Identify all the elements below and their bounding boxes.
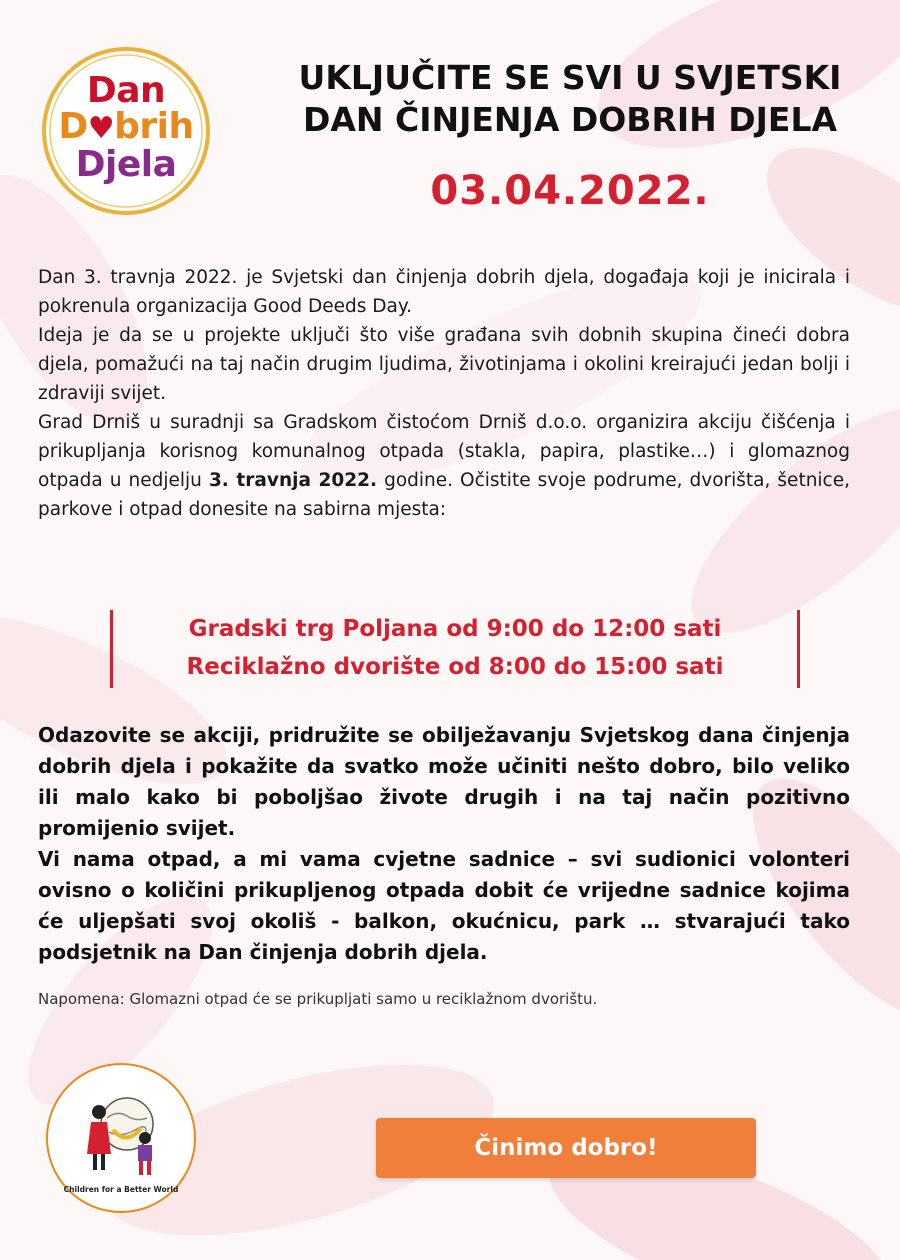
logo-line-dobrih xyxy=(40,106,212,147)
headline-line-2: DAN ČINJENJA DOBRIH DJELA xyxy=(302,100,838,139)
logo-brih: brih xyxy=(114,106,194,147)
call-to-action-text xyxy=(38,720,850,968)
partner-logo-text: Children for a Better World xyxy=(63,1185,179,1194)
intro-p3-date: 3. travnja 2022. xyxy=(208,470,378,491)
intro-p3-part1: Grad Drniš u suradnji sa Gradskom čistoćom Drniš d.o.o. organizira akciju čišćenja i prikupljanja korisnog komunalnog otpada (stakla, papira, plastike…) i glomaznog otpada u nedjelju xyxy=(38,412,850,491)
call-paragraph-2: Vi nama otpad, a mi vama cvjetne sadnice – svi sudionici volonteri ovisno o količini prikupljenog otpada dobit će vrijedne sadnice kojima će uljepšati svoj okoliš - balkon, okućnicu, park … stvarajući tako podsjetnik na Dan činjenja dobrih djela. xyxy=(38,847,850,964)
event-date: 03.04.2022. xyxy=(430,168,710,214)
intro-paragraph-2: Ideja je da se u projekte uključi što više građana svih dobnih skupina čineći dobra djela, pomažući na taj način drugim ljudima, životinjama i okolini kreirajući jedan bolji i zdraviji svijet. xyxy=(38,325,850,404)
logo-line-djela: Djela xyxy=(75,144,177,185)
call-paragraph-1: Odazovite se akciji, pridružite se obilježavanju Svjetskog dana činjenja dobrih djela i pokažite da svatko može učiniti nešto dobro, bilo veliko ili malo kako bi poboljšao živote drugih i na taj način pozitivno promijenio svijet. xyxy=(38,723,850,840)
intro-paragraph-1: Dan 3. travnja 2022. je Svjetski dan činjenja dobrih djela, događaja koji je inicirala i pokrenula organizacija Good Deeds Day. xyxy=(38,267,850,317)
cinimo-dobro-button[interactable]: Činimo dobro! xyxy=(376,1118,756,1178)
schedule-line-1: Gradski trg Poljana od 9:00 do 12:00 sati xyxy=(188,616,722,642)
note: Napomena: Glomazni otpad će se prikupljati samo u reciklažnom dvorištu. xyxy=(38,990,598,1008)
headline-line-1: UKLJUČITE SE SVI U SVJETSKI xyxy=(298,58,842,97)
intro-p3-part2: godine. Očistite svoje podrume, dvorišta, šetnice, parkove i otpad donesite na sabirna mjesta: xyxy=(38,470,850,520)
logo-line-dan: Dan xyxy=(86,70,166,111)
headline xyxy=(250,57,890,141)
logo-wordmark xyxy=(40,70,212,185)
intro-text xyxy=(38,263,850,524)
heart-icon: ♥ xyxy=(87,111,115,146)
intro-paragraph-3 xyxy=(38,408,850,524)
collection-schedule xyxy=(110,610,800,688)
schedule-line-2: Reciklažno dvorište od 8:00 do 15:00 sati xyxy=(186,654,724,680)
logo-d: D xyxy=(58,106,88,147)
